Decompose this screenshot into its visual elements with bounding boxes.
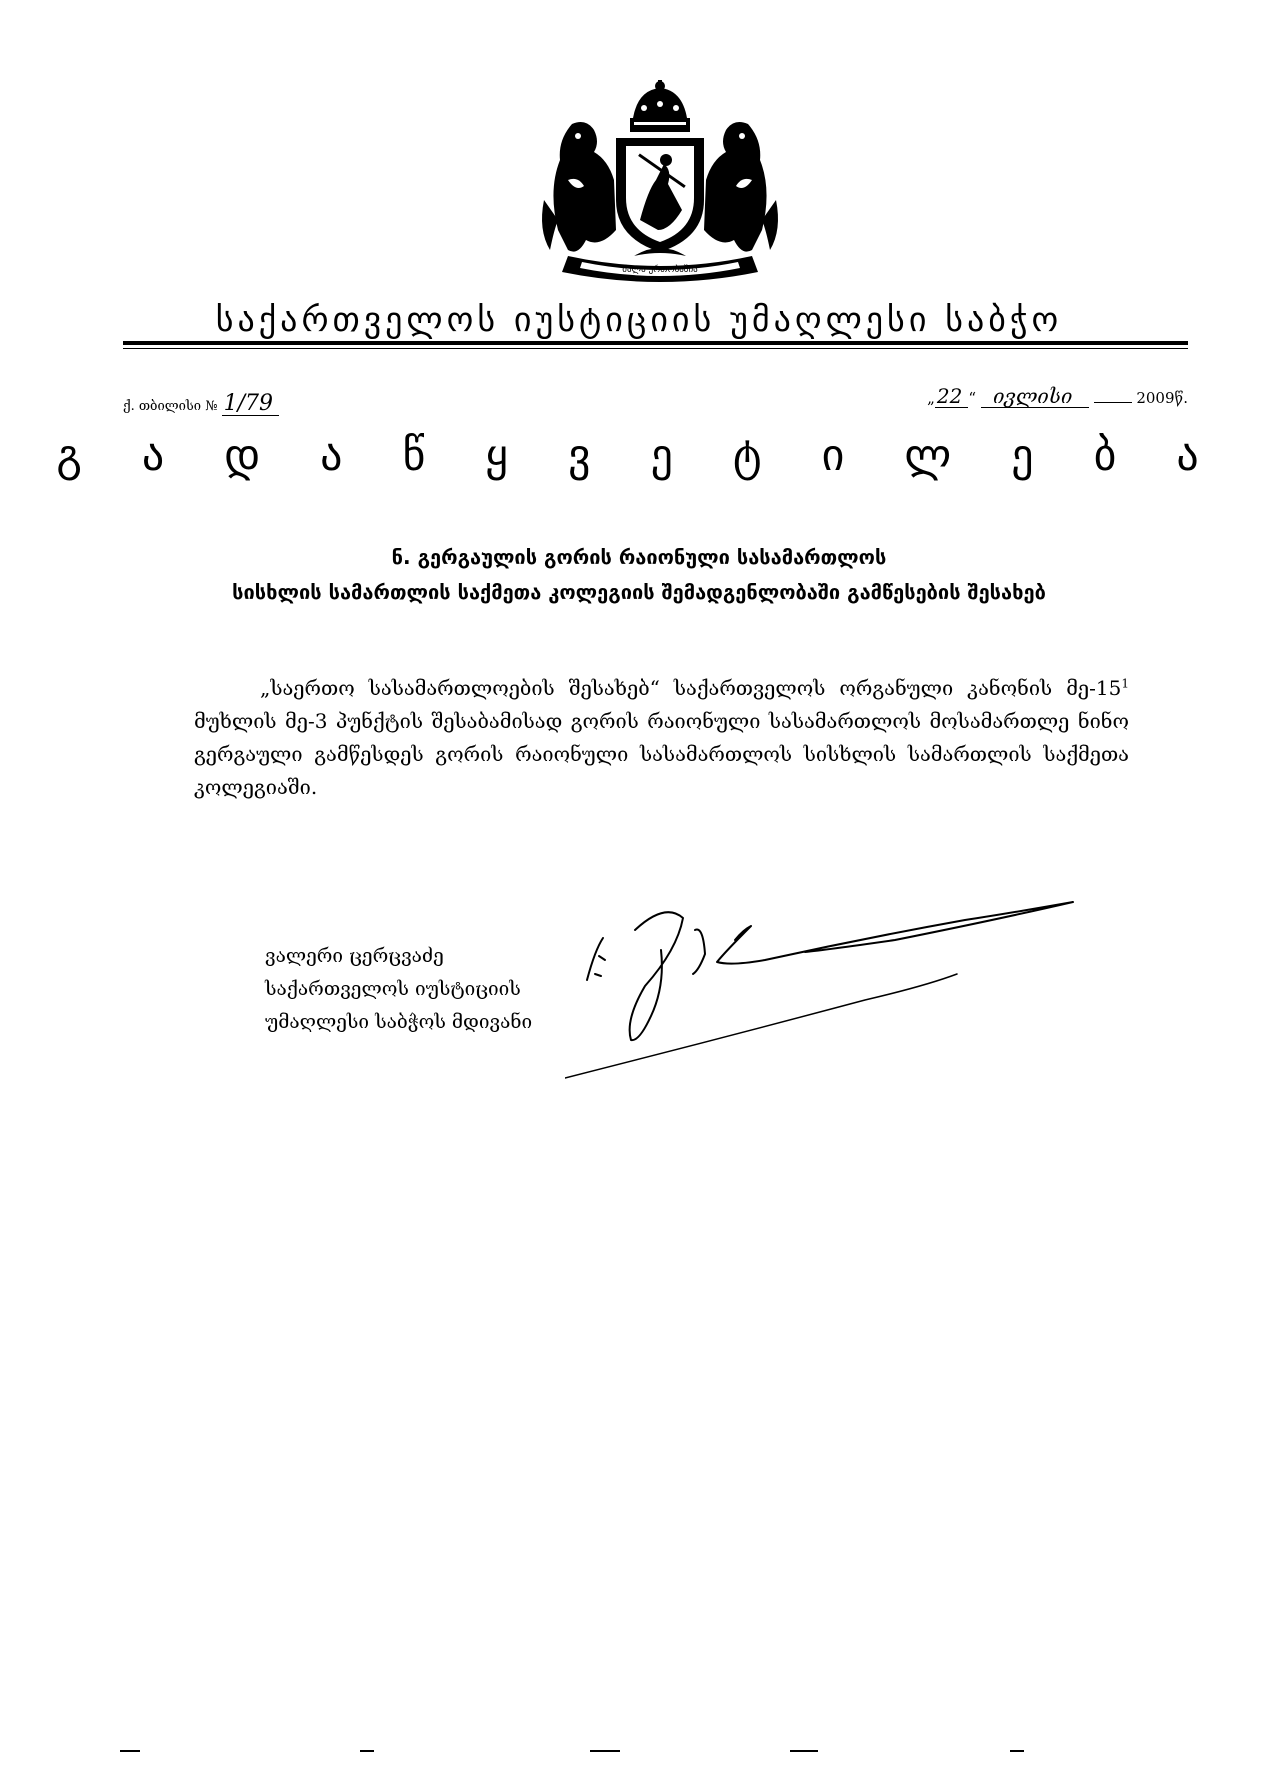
document-subject — [0, 540, 1278, 610]
document-body — [194, 672, 1129, 804]
document-date: „ 22 “ ივლისი 2009წ. — [927, 384, 1188, 408]
date-blank-line — [1094, 402, 1132, 403]
scan-bottom-marks — [0, 1750, 1278, 1756]
header-rule-thick — [123, 341, 1188, 345]
body-text-part2: მუხლის მე-3 პუნქტის შესაბამისად გორის რაიონული სასამართლოს მოსამართლე ნინო გერგაული გამწესდეს გორის რაიონული სასამართლოს სისხლის სამართლის საქმეთა კოლეგიაში. — [194, 709, 1129, 799]
document-number — [123, 393, 279, 416]
coat-of-arms-emblem — [538, 80, 782, 285]
organization-title: საქართველოს იუსტიციის უმაღლესი საბჭო — [215, 300, 1063, 340]
subject-line-2: სისხლის სამართლის საქმეთა კოლეგიის შემადგენლობაში გამწესების შესახებ — [232, 580, 1046, 604]
subject-line-1: ნ. გერგაულის გორის რაიონული სასამართლოს — [391, 545, 887, 569]
handwritten-signature — [565, 890, 1105, 1080]
body-superscript: 1 — [1121, 676, 1129, 691]
document-number-value: 1/79 — [222, 393, 279, 416]
coat-motto: ძალა ერთობაშია — [622, 265, 698, 275]
date-year: 2009წ. — [1136, 389, 1188, 407]
signatory-block — [265, 940, 532, 1039]
body-text-part1: „საერთო სასამართლოების შესახებ“ საქართველოს ორგანული კანონის მე-15 — [260, 676, 1122, 700]
date-day: 22 — [935, 385, 968, 408]
signatory-title-line-2: უმაღლესი საბჭოს მდივანი — [265, 1011, 533, 1033]
body-paragraph — [194, 672, 1129, 804]
signatory-name: ვალერი ცერცვაძე — [265, 945, 444, 967]
date-month: ივლისი — [981, 385, 1089, 408]
document-number-label: ქ. თბილისი № — [123, 399, 218, 414]
document-type-heading: გ ა დ ა წ ყ ვ ე ტ ი ლ ე ბ ა — [56, 430, 1222, 481]
header-rule-thin — [123, 348, 1188, 349]
signatory-title-line-1: საქართველოს იუსტიციის — [265, 978, 521, 1000]
